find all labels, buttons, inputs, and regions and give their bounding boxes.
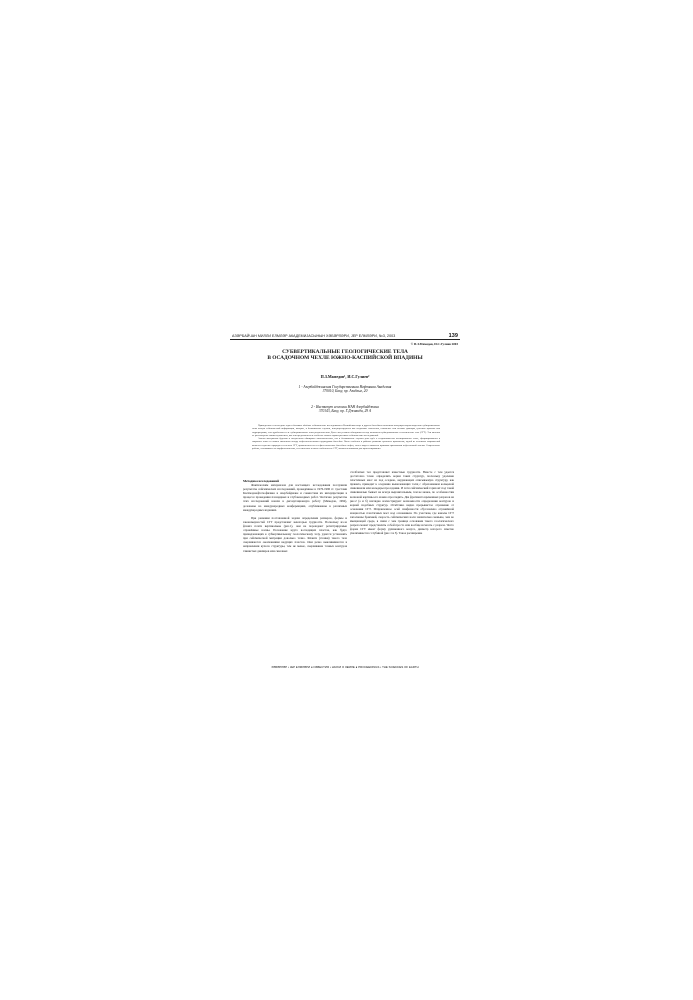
affiliation-1-name: 1 - Азербайджанская Государственная Нефтяная Академия (298, 385, 392, 389)
affiliation-1 (230, 385, 460, 394)
journal-page (230, 330, 460, 680)
abstract (252, 424, 440, 450)
title-line-1: СУБВЕРТИКАЛЬНЫЕ ГЕОЛОГИЧЕСКИЕ ТЕЛА (282, 349, 408, 355)
body-paragraph: При решении поставленной задачи определения размеров, формы и закономерностей СГТ представляет некоторые трудности. Поскольку из-за фланга почти вертикальны (рис.1), они не порождают регистрируемые отражённые волны. Положение круто восходящих пластов, как будто принадлежащих к субвертикальному геологическому телу, удается установить при сейсмической миграции довольно точно. Фланги (стенки) такого тела очерчиваются окончаниями ведущих пластов. Они резко выклиниваются в направлении купола структуры, тем не менее, очерчивание точных контуров глинистых диапиров или сквозных (243, 515, 347, 553)
author-list: П.З.Мамедов¹, И.С.Гулиев² (320, 374, 370, 379)
body-column-right (350, 470, 454, 536)
affiliation-2-name: 2 - Институт геологии НАН Азербайджана (311, 405, 379, 409)
abstract-paragraph-1: Приведенные в последние годы в больших объёмах сейсмические исследования в Каспийском море и других бассейнах позволили интерпретаторам выделить субвертикальные зоны потери сейсмической информации, которые, в большинстве случаев, интерпретируются как осадочные изменения, глинистые или газовые диапиры, грязевые вулканы или гидроразрывы, тела дробления и т.п. субвертикальные зоны разуплотнения. Далее мы условно объединим их под названием субвертикальные геологические тела (СГТ). Эти явления не рассмотрены таким изумлением, как они представлены в особенно тонких характеристиках сейсмических исследований. (252, 424, 440, 437)
running-footer: ХƏБƏРЛƏР • ЈЕР ЕЛМЛƏРИ ● ИЗВЕСТИЯ • НАУКИ О ЗЕМЛЕ ● PROCEEDINGS • THE SCIENCES OF EARTH (271, 665, 419, 669)
affiliation-2-address: 370143, Баку, пр. Г.Джавида, 29 А (318, 409, 372, 414)
body-column-left (243, 479, 347, 553)
section-heading: Методика исследований (243, 479, 280, 483)
running-header (230, 330, 460, 340)
title-line-2: В ОСАДОЧНОМ ЧЕХЛЕ ЮЖНО-КАСПИЙСКОЙ ВПАДИНЫ (267, 355, 423, 361)
copyright-notice: © П.З.Мамедов, И.С.Гулиев 2003 (410, 342, 458, 346)
abstract-paragraph-2: Анализ материалов бурения и полученных обширных литологических, что в большинстве случаев речь идёт о геодинамически изолированных телах, сформированных в закрытых зонах и сложно связанных между нефтегазоносными структурами бассейна. Часть особенно в районах развития грязевого вулканизма, одной из основных направлений является изучение природы и генезиса СГТ, проявлением их в нефтегазоносных бассейнах нефти, газа и воды и являются прямыми признаками нефтегазовой залежи. Современные работы, основываясь на морфологических, генетических и иных особенностях СГТ, являются важными для прогнозирования. (252, 437, 440, 451)
body-paragraph: Фактическим материалом для настоящего исследования послужили результаты сейсмических исследований, проведённые в 1976-1990 гг. трестами Каспморнефтегеофизика в Азербайджане и совместная их интерпретация в процессе проведения площадных и глубоководных работ. Частично результаты этих исследований вошли в диссертационную работу (Мамедов, 1992), доложены на международных конференциях, опубликованы в различных международных изданиях. (243, 483, 347, 512)
journal-header-text: AЗƏРБАЙЧАН МИЛЛИ ЕЛМЛƏР АКАДЕМИЈАСЫНЫН ХƏБƏРЛƏРИ, ЈЕР ЕЛМЛƏРИ, №3, 2003 (232, 333, 396, 338)
article-title (230, 349, 460, 361)
body-paragraph: столбчатых тел представляет известные трудности. Вместе с тем удается достаточно точно определить корни таких структур, поскольку удаление пластичных масс из под осадков, окружающих описываемую структуру, как правило, приводит к оседанию вышележащих толщ с образованием кольцевой синклинали или кальдеры проседания. И хотя сейсмический горизонт под такой синклиналью бывает не всегда выразительным, тем не менее, по особенностям волновой картины его можно проследить. Два фрагмента временных разрезов на рис.2 (а и б) наглядно иллюстрируют возможности определения контуров и корней подобных структур. Отчётливо видно прерывистое отражение от основания СГТ. Исправленное осей синфазности обусловлено отражённой мощностью пластичных масс над основанием. По участкам, где каналы СГТ заполнены брекчией, скорость сейсмических волн значительно меньше, чем во вмещающей среде, в связи с чем граница основания такого геологического разреза может представлять собой просто или вообще исчезать с разреза. Часто форма СГТ имеет форму удлиненного конуса, диаметр которого заметно увеличивается с глубиной (рис.1 и 3). Такое расширение (350, 470, 454, 536)
page-number: 139 (448, 332, 458, 339)
affiliation-2 (230, 405, 460, 414)
affiliation-1-address: 370010, Баку, пр. Азадлыг, 20 (322, 389, 368, 394)
